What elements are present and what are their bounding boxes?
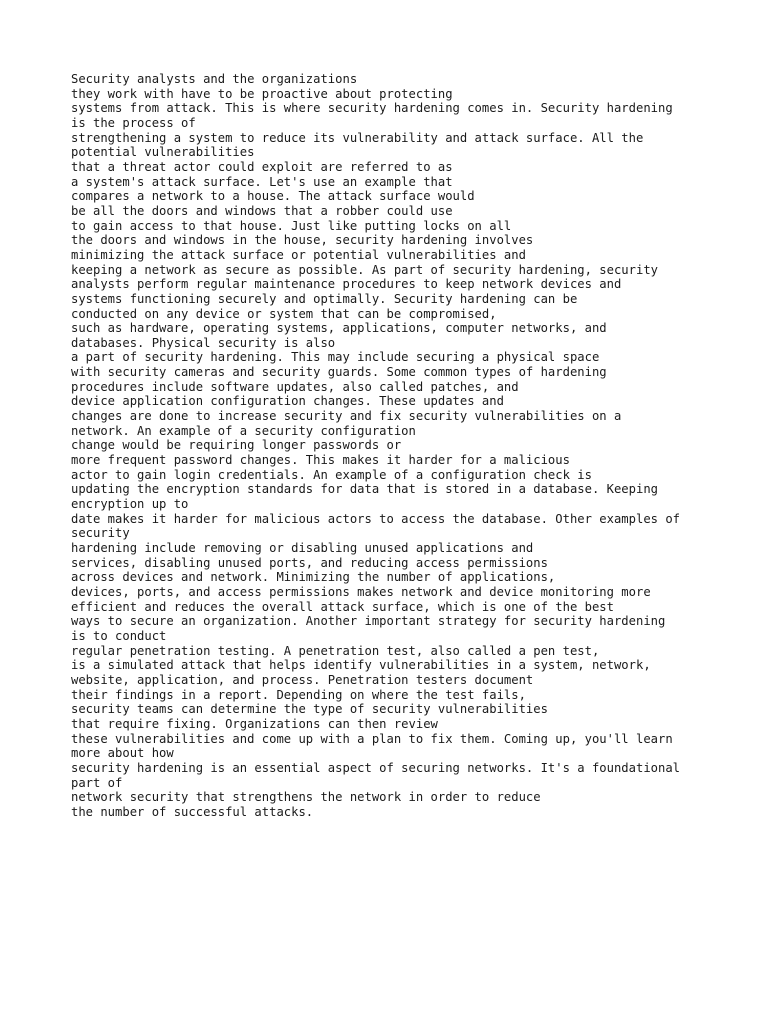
text-line: date makes it harder for malicious actors to access the database. Other examples of: [71, 511, 681, 526]
text-line: systems from attack. This is where security hardening comes in. Security hardening: [71, 101, 673, 116]
text-line: the doors and windows in the house, security hardening involves: [71, 233, 534, 248]
text-line: analysts perform regular maintenance procedures to keep network devices and: [71, 277, 622, 292]
text-line: minimizing the attack surface or potential vulnerabilities and: [71, 247, 526, 262]
text-line: security: [71, 526, 130, 541]
text-line: keeping a network as secure as possible. As part of security hardening, security: [71, 262, 658, 277]
text-line: their findings in a report. Depending on where the test fails,: [71, 687, 526, 702]
text-line: more frequent password changes. This makes it harder for a malicious: [71, 453, 570, 468]
text-line: network security that strengthens the network in order to reduce: [71, 790, 541, 805]
text-line: the number of successful attacks.: [71, 804, 314, 819]
text-line: changes are done to increase security and fix security vulnerabilities on a: [71, 409, 622, 424]
text-line: to gain access to that house. Just like putting locks on all: [71, 218, 512, 233]
text-line: regular penetration testing. A penetration test, also called a pen test,: [71, 643, 600, 658]
text-line: is to conduct: [71, 628, 167, 643]
text-line: is the process of: [71, 115, 196, 130]
text-line: procedures include software updates, also called patches, and: [71, 379, 519, 394]
text-line: potential vulnerabilities: [71, 145, 255, 160]
text-line: efficient and reduces the overall attack surface, which is one of the best: [71, 599, 614, 614]
text-line: a system's attack surface. Let's use an example that: [71, 174, 453, 189]
text-line: services, disabling unused ports, and reducing access permissions: [71, 555, 548, 570]
text-line: security teams can determine the type of security vulnerabilities: [71, 702, 548, 717]
text-line: security hardening is an essential aspect of securing networks. It's a foundational: [71, 760, 681, 775]
text-line: actor to gain login credentials. An example of a configuration check is: [71, 467, 592, 482]
text-line: such as hardware, operating systems, applications, computer networks, and: [71, 321, 607, 336]
text-line: more about how: [71, 746, 174, 761]
text-line: a part of security hardening. This may include securing a physical space: [71, 350, 600, 365]
text-line: be all the doors and windows that a robber could use: [71, 203, 453, 218]
transcript-text: [71, 72, 731, 819]
text-line: with security cameras and security guards. Some common types of hardening: [71, 365, 607, 380]
text-line: updating the encryption standards for data that is stored in a database. Keeping: [71, 482, 658, 497]
text-line: hardening include removing or disabling unused applications and: [71, 541, 534, 555]
text-line: part of: [71, 775, 123, 790]
text-line: ways to secure an organization. Another important strategy for security hardening: [71, 614, 666, 629]
text-line: change would be requiring longer passwords or: [71, 438, 402, 453]
text-line: device application configuration changes. These updates and: [71, 394, 504, 409]
text-line: that a threat actor could exploit are referred to as: [71, 159, 453, 174]
text-line: Security analysts and the organizations: [71, 72, 358, 86]
text-line: these vulnerabilities and come up with a plan to fix them. Coming up, you'll learn: [71, 731, 673, 746]
text-line: they work with have to be proactive about protecting: [71, 86, 453, 101]
text-line: compares a network to a house. The attack surface would: [71, 189, 475, 204]
text-line: encryption up to: [71, 497, 189, 512]
text-line: devices, ports, and access permissions makes network and device monitoring more: [71, 584, 651, 599]
text-line: databases. Physical security is also: [71, 335, 336, 350]
text-line: website, application, and process. Penetration testers document: [71, 672, 534, 687]
text-line: that require fixing. Organizations can then review: [71, 716, 438, 731]
text-line: strengthening a system to reduce its vulnerability and attack surface. All the: [71, 130, 644, 145]
text-line: network. An example of a security configuration: [71, 423, 416, 438]
text-line: is a simulated attack that helps identify vulnerabilities in a system, network,: [71, 658, 651, 673]
text-line: systems functioning securely and optimally. Security hardening can be: [71, 291, 578, 306]
text-line: conducted on any device or system that can be compromised,: [71, 306, 497, 321]
text-line: across devices and network. Minimizing the number of applications,: [71, 570, 556, 585]
